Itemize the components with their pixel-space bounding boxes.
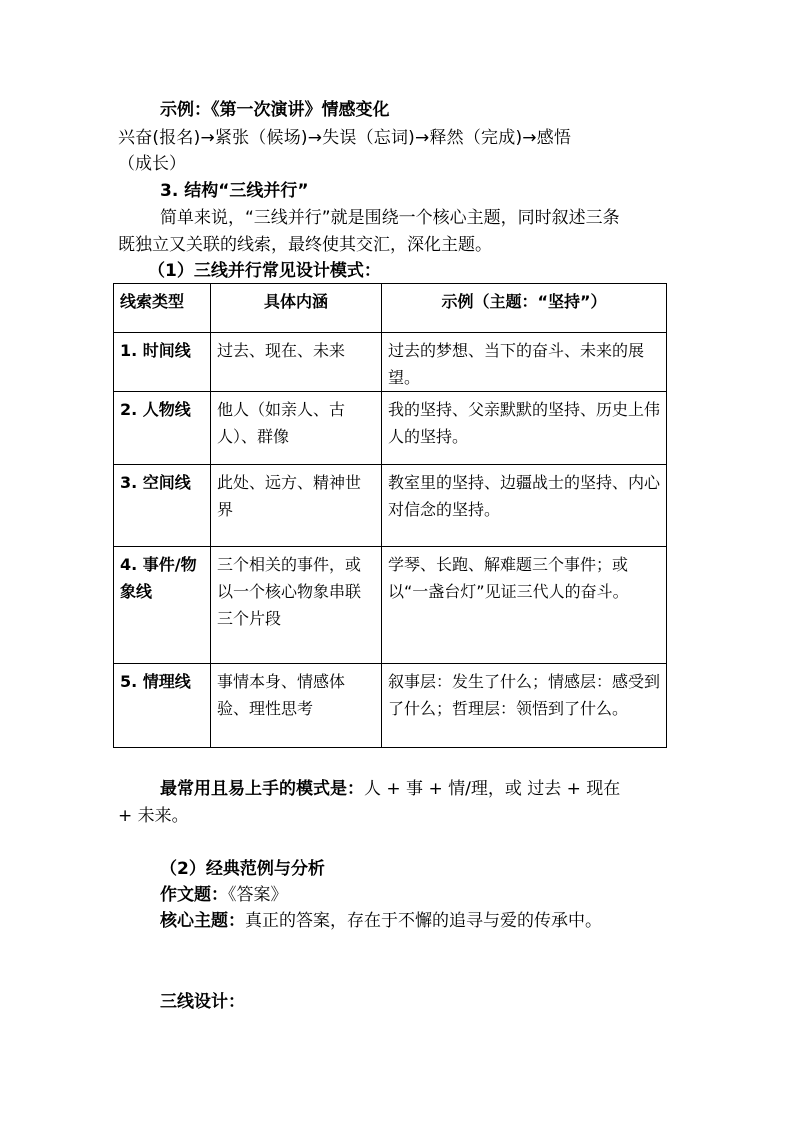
header-example: 示例（主题：“坚持”） bbox=[382, 284, 667, 333]
section3-para-2: 既独立又关联的线索，最终使其交汇，深化主题。 bbox=[118, 235, 492, 255]
example-line-2: （成长） bbox=[118, 154, 186, 174]
three-thread-design-label: 三线设计： bbox=[160, 992, 245, 1012]
common-pattern-lead: 最常用且易上手的模式是： bbox=[160, 779, 364, 799]
core-theme-value: 真正的答案，存在于不懈的追寻与爱的传承中。 bbox=[245, 911, 602, 931]
table-row bbox=[114, 664, 667, 748]
header-meaning: 具体内涵 bbox=[211, 284, 382, 333]
table-row bbox=[114, 547, 667, 664]
row-meaning: 此处、远方、精神世界 bbox=[211, 465, 382, 547]
row-meaning: 他人（如亲人、古人）、群像 bbox=[211, 392, 382, 465]
common-pattern-line-2: + 未来。 bbox=[118, 806, 189, 826]
common-pattern-value: 人 + 事 + 情/理，或 过去 + 现在 bbox=[364, 779, 621, 799]
essay-title-value: 《答案》 bbox=[228, 885, 288, 905]
section3-sub-1: （1）三线并行常见设计模式： bbox=[148, 261, 381, 281]
row-type: 2. 人物线 bbox=[114, 392, 211, 465]
thread-pattern-table bbox=[113, 283, 667, 748]
row-type: 5. 情理线 bbox=[114, 664, 211, 748]
row-type: 3. 空间线 bbox=[114, 465, 211, 547]
core-theme-line bbox=[160, 908, 602, 934]
section3-heading: 3. 结构“三线并行” bbox=[160, 181, 309, 201]
row-meaning: 过去、现在、未来 bbox=[211, 333, 382, 392]
essay-title-line bbox=[160, 882, 288, 908]
common-pattern-line-1 bbox=[160, 776, 620, 802]
example-label: 示例：《第一次演讲》情感变化 bbox=[160, 100, 390, 120]
table-header-row bbox=[114, 284, 667, 333]
table-row bbox=[114, 333, 667, 392]
table-row bbox=[114, 392, 667, 465]
row-example: 过去的梦想、当下的奋斗、未来的展望。 bbox=[382, 333, 667, 392]
row-type: 4. 事件/物象线 bbox=[114, 547, 211, 664]
row-meaning: 三个相关的事件，或以一个核心物象串联三个片段 bbox=[211, 547, 382, 664]
section3-para-1: 简单来说，“三线并行”就是围绕一个核心主题，同时叙述三条 bbox=[160, 208, 620, 228]
row-example: 学琴、长跑、解难题三个事件；或以“一盏台灯”见证三代人的奋斗。 bbox=[382, 547, 667, 664]
row-example: 叙事层：发生了什么；情感层：感受到了什么；哲理层：领悟到了什么。 bbox=[382, 664, 667, 748]
row-example: 我的坚持、父亲默默的坚持、历史上伟人的坚持。 bbox=[382, 392, 667, 465]
section2-heading: （2）经典范例与分析 bbox=[160, 859, 325, 879]
core-theme-label: 核心主题： bbox=[160, 911, 245, 931]
example-line-1: 兴奋(报名)→紧张（候场)→失误（忘词)→释然（完成)→感悟 bbox=[118, 128, 572, 148]
row-example: 教室里的坚持、边疆战士的坚持、内心对信念的坚持。 bbox=[382, 465, 667, 547]
table-row bbox=[114, 465, 667, 547]
essay-title-label: 作文题： bbox=[160, 885, 228, 905]
header-type: 线索类型 bbox=[114, 284, 211, 333]
row-type: 1. 时间线 bbox=[114, 333, 211, 392]
row-meaning: 事情本身、情感体验、理性思考 bbox=[211, 664, 382, 748]
